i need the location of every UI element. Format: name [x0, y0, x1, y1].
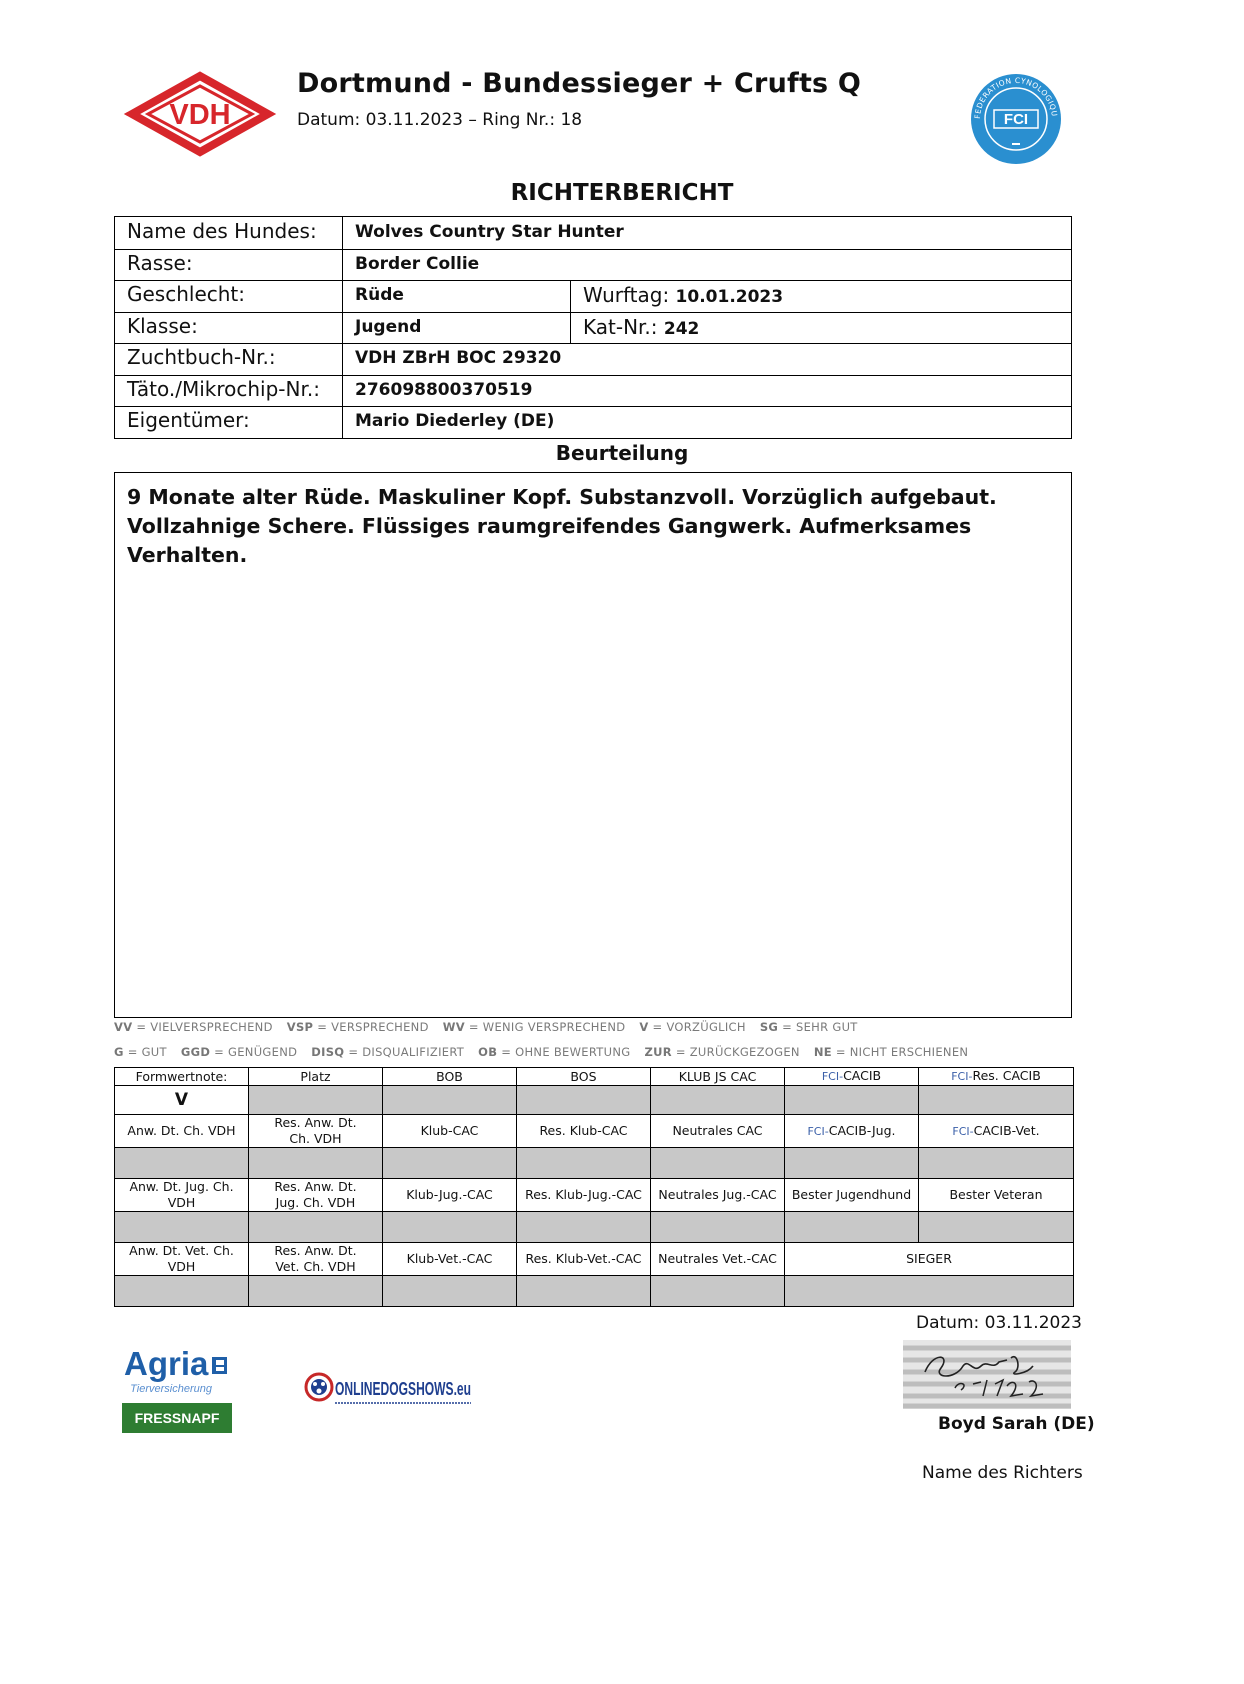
- legend-code: VSP: [286, 1020, 314, 1034]
- legend-text: = VERSPRECHEND: [313, 1020, 429, 1034]
- legend-text: = SEHR GUT: [778, 1020, 858, 1034]
- birth-label: Wurftag:: [583, 283, 670, 307]
- award-label: Neutrales CAC: [651, 1115, 785, 1148]
- awards-header-cell: FCI-CACIB: [785, 1068, 919, 1086]
- dog-name-value: Wolves Country Star Hunter: [355, 222, 624, 242]
- award-label: Bester Veteran: [919, 1179, 1074, 1212]
- info-row-name: [115, 217, 1071, 250]
- awards-header-cell: KLUB JS CAC: [651, 1068, 785, 1086]
- sex-value: Rüde: [355, 285, 404, 305]
- award-box: [383, 1086, 517, 1115]
- fci-logo: [968, 72, 1064, 166]
- legend-entry: [181, 1045, 297, 1059]
- legend-text: = VIELVERSPRECHEND: [132, 1020, 273, 1034]
- event-date-ring: Datum: 03.11.2023 – Ring Nr.: 18: [297, 110, 583, 130]
- grade-legend-line-2: [114, 1045, 982, 1059]
- award-box: [249, 1276, 383, 1307]
- grade-legend-line-1: [114, 1020, 872, 1034]
- owner-label: Eigentümer:: [127, 408, 250, 432]
- info-row-breed: [115, 249, 1071, 282]
- assessment-text: 9 Monate alter Rüde. Maskuliner Kopf. Substanzvoll. Vorzüglich aufgebaut. Vollzahnige Schere. Flüssiges raumgreifendes Gangwerk. Aufmerksames Verhalten.: [127, 485, 997, 567]
- legend-entry: [639, 1020, 745, 1034]
- award-label: Neutrales Jug.-CAC: [651, 1179, 785, 1212]
- award-box: [115, 1148, 249, 1179]
- agria-fressnapf-logos: [120, 1345, 236, 1441]
- owner-value: Mario Diederley (DE): [355, 411, 555, 431]
- dog-name-label: Name des Hundes:: [127, 219, 317, 243]
- award-box: [517, 1148, 651, 1179]
- vdh-logo: [128, 72, 272, 156]
- assessment-heading: Beurteilung: [555, 441, 689, 465]
- class-label: Klasse:: [127, 313, 198, 338]
- legend-entry: [644, 1045, 799, 1059]
- birth-value: 10.01.2023: [675, 287, 784, 307]
- info-row-sex: [115, 280, 1071, 313]
- award-label: Anw. Dt. Jug. Ch. VDH: [115, 1179, 249, 1212]
- award-box: [383, 1212, 517, 1243]
- award-label: Res. Klub-CAC: [517, 1115, 651, 1148]
- legend-code: SG: [759, 1020, 779, 1034]
- awards-label-row: [115, 1179, 1074, 1212]
- awards-label-row: [115, 1243, 1074, 1276]
- award-box: [919, 1148, 1074, 1179]
- award-label: Anw. Dt. Vet. Ch. VDH: [115, 1243, 249, 1276]
- onlinedogshows-text: ONLINEDOGSHOWS.eu: [335, 1379, 471, 1399]
- catalog-value: 242: [663, 318, 700, 339]
- award-box: [115, 1276, 249, 1307]
- award-box: [919, 1086, 1074, 1115]
- chip-value: 276098800370519: [355, 379, 533, 400]
- legend-text: = OHNE BEWERTUNG: [497, 1045, 631, 1059]
- legend-entry: [814, 1045, 968, 1059]
- legend-code: GGD: [180, 1045, 211, 1059]
- award-box: [383, 1148, 517, 1179]
- award-box: [785, 1276, 1074, 1307]
- info-row-studbook: [115, 343, 1071, 376]
- award-label: FCI-CACIB-Vet.: [919, 1115, 1074, 1148]
- info-row-owner: [115, 406, 1071, 438]
- legend-code: VV: [114, 1020, 133, 1034]
- legend-entry: [478, 1045, 630, 1059]
- fci-logo-text: FCI: [1003, 111, 1029, 128]
- awards-grade-row: [115, 1086, 1074, 1115]
- studbook-label: Zuchtbuch-Nr.:: [127, 345, 276, 369]
- awards-header-cell: BOB: [383, 1068, 517, 1086]
- award-box: [785, 1086, 919, 1115]
- report-title: RICHTERBERICHT: [510, 180, 734, 206]
- info-row-class: [115, 312, 1071, 345]
- legend-text: = WENIG VERSPRECHEND: [464, 1020, 626, 1034]
- grade-value: V: [115, 1086, 249, 1115]
- award-box: [651, 1212, 785, 1243]
- legend-text: = VORZÜGLICH: [648, 1020, 746, 1034]
- fci-prefix: FCI-: [821, 1070, 844, 1083]
- award-label: Klub-Vet.-CAC: [383, 1243, 517, 1276]
- legend-code: V: [639, 1020, 649, 1034]
- award-box: [785, 1212, 919, 1243]
- legend-entry: [287, 1020, 429, 1034]
- award-label: Neutrales Vet.-CAC: [651, 1243, 785, 1276]
- awards-box-row: [115, 1212, 1074, 1243]
- legend-entry: [760, 1020, 858, 1034]
- awards-header-cell: Formwertnote:: [115, 1068, 249, 1086]
- award-label: Anw. Dt. Ch. VDH: [115, 1115, 249, 1148]
- vdh-logo-text: VDH: [169, 99, 231, 131]
- dog-info-table: [114, 216, 1072, 439]
- legend-text: = NICHT ERSCHIENEN: [831, 1045, 969, 1059]
- legend-entry: [443, 1020, 626, 1034]
- judge-name: Boyd Sarah (DE): [938, 1414, 1095, 1434]
- catalog-label: Kat-Nr.:: [583, 314, 658, 339]
- page-title: Dortmund - Bundessieger + Crufts Q: [297, 68, 862, 99]
- assessment-box: [114, 472, 1072, 1018]
- awards-box-row: [115, 1276, 1074, 1307]
- award-label: FCI-CACIB-Jug.: [785, 1115, 919, 1148]
- award-box: [249, 1086, 383, 1115]
- awards-label-row: [115, 1115, 1074, 1148]
- onlinedogshows-logo: [305, 1365, 475, 1409]
- class-value: Jugend: [355, 316, 422, 337]
- fci-ring-text: FEDERATION CYNOLOGIQU: [972, 75, 1059, 120]
- fci-prefix: FCI-: [951, 1070, 973, 1083]
- judge-signature: [903, 1340, 1071, 1409]
- legend-text: = ZURÜCKGEZOGEN: [671, 1045, 800, 1059]
- awards-header-row: [115, 1068, 1074, 1086]
- agria-logo-text: Agria: [124, 1345, 209, 1382]
- award-label-sieger: SIEGER: [785, 1243, 1074, 1276]
- agria-tagline: Tierversicherung: [130, 1383, 212, 1395]
- award-label: Res. Anw. Dt. Ch. VDH: [249, 1115, 383, 1148]
- awards-box-row: [115, 1148, 1074, 1179]
- legend-code: WV: [442, 1020, 465, 1034]
- award-label: Res. Klub-Jug.-CAC: [517, 1179, 651, 1212]
- legend-entry: [114, 1045, 167, 1059]
- award-box: [249, 1212, 383, 1243]
- legend-code: ZUR: [644, 1045, 672, 1059]
- awards-header-cell: FCI-Res. CACIB: [919, 1068, 1074, 1086]
- award-box: [115, 1212, 249, 1243]
- breed-value: Border Collie: [355, 253, 480, 274]
- studbook-value: VDH ZBrH BOC 29320: [355, 348, 562, 368]
- info-row-chip: [115, 375, 1071, 408]
- award-label: Res. Anw. Dt. Jug. Ch. VDH: [249, 1179, 383, 1212]
- sex-label: Geschlecht:: [127, 282, 246, 306]
- legend-code: G: [114, 1045, 124, 1059]
- awards-grid: [114, 1067, 1074, 1307]
- award-box: [383, 1276, 517, 1307]
- award-label: Res. Anw. Dt. Vet. Ch. VDH: [249, 1243, 383, 1276]
- legend-code: DISQ: [311, 1045, 345, 1059]
- award-box: [651, 1148, 785, 1179]
- award-box: [651, 1086, 785, 1115]
- award-box: [919, 1212, 1074, 1243]
- legend-code: OB: [478, 1045, 498, 1059]
- award-label: Res. Klub-Vet.-CAC: [517, 1243, 651, 1276]
- award-box: [249, 1148, 383, 1179]
- award-label: Klub-CAC: [383, 1115, 517, 1148]
- legend-text: = DISQUALIFIZIERT: [344, 1045, 465, 1059]
- legend-code: NE: [813, 1045, 832, 1059]
- award-box: [517, 1086, 651, 1115]
- legend-text: = GUT: [123, 1045, 167, 1059]
- legend-entry: [311, 1045, 464, 1059]
- judge-name-label: Name des Richters: [922, 1463, 1083, 1483]
- award-box: [517, 1276, 651, 1307]
- award-label: Klub-Jug.-CAC: [383, 1179, 517, 1212]
- fressnapf-logo-text: FRESSNAPF: [134, 1410, 220, 1426]
- breed-label: Rasse:: [127, 250, 193, 275]
- legend-entry: [114, 1020, 273, 1034]
- award-box: [651, 1276, 785, 1307]
- legend-text: = GENÜGEND: [210, 1045, 298, 1059]
- footer-date: Datum: 03.11.2023: [916, 1313, 1082, 1333]
- award-label: Bester Jugendhund: [785, 1179, 919, 1212]
- awards-header-cell: Platz: [249, 1068, 383, 1086]
- awards-header-cell: BOS: [517, 1068, 651, 1086]
- chip-label: Täto./Mikrochip-Nr.:: [127, 376, 320, 401]
- award-box: [785, 1148, 919, 1179]
- award-box: [517, 1212, 651, 1243]
